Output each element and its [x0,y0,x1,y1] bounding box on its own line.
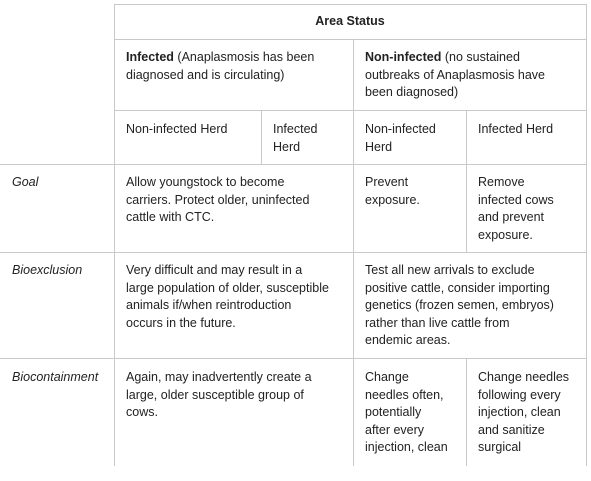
noninfected-column-heading [353,49,586,102]
cell-line: cattle with CTC. [126,210,215,224]
noninfected-heading-line2: outbreaks of Anaplasmosis have [365,67,545,82]
subheader-text: Herd [273,139,301,154]
biocontainment-noninfected-infected-cell [466,369,586,457]
cell-line: Test all new arrivals to exclude [365,263,535,277]
subheader-noninfected-infected-herd [466,121,586,139]
infected-heading-bold: Infected [126,50,174,64]
bioexclusion-noninfected-cell [353,262,586,350]
cell-line: following every [478,387,561,402]
noninfected-heading-text: (no sustained [441,50,520,64]
biocontainment-noninfected-noninfected-cell [353,369,466,457]
infected-heading-line2: diagnosed and is circulating) [126,67,285,82]
cell-line: Again, may inadvertently create a [126,370,312,384]
biocontainment-infected-cell [114,369,353,422]
cell-line: Prevent [365,175,409,189]
subheader-noninfected-noninfected-herd [353,121,466,156]
subheader-text: Non-infected Herd [126,122,228,136]
cell-line: carriers. Protect older, uninfected [126,192,310,207]
cell-line: injection, clean [478,405,561,419]
header-divider-2 [114,110,586,111]
subheader-text: Herd [365,139,393,154]
goal-noninfected-noninfected-cell [353,174,466,209]
cell-line: Change needles [478,370,570,384]
cell-line: exposure. [478,227,533,242]
infected-column-heading [114,49,353,84]
table-top-border [114,4,586,5]
noninfected-heading-line3: been diagnosed) [365,85,459,99]
noninfected-heading-bold: Non-infected [365,50,442,64]
row-label-bioexclusion: Bioexclusion [12,263,83,277]
cell-line: and prevent [478,210,545,224]
subheader-infected-infected-herd [261,121,353,156]
cell-line: Change [365,370,409,384]
cell-line: needles often, [365,387,444,402]
cell-line: animals if/when reintroduction [126,298,292,312]
cell-line: infected cows [478,192,554,207]
area-status-heading: Area Status [315,14,385,28]
row-divider-biocontainment [0,358,586,359]
row-divider-goal [0,164,586,165]
cell-line: endemic areas. [365,333,451,347]
cell-line: large population of older, susceptible [126,280,329,295]
subheader-text: Non-infected [365,122,436,136]
cell-line: Allow youngstock to become [126,175,285,189]
cell-line: occurs in the future. [126,315,236,330]
subheader-text: Infected Herd [478,122,554,136]
cell-line: cows. [126,405,158,419]
goal-infected-cell [114,174,353,227]
cell-line: and sanitize [478,422,545,437]
goal-noninfected-infected-cell [466,174,586,244]
table-right-border [586,4,587,466]
cell-line: potentially [365,405,422,419]
cell-line: rather than live cattle from [365,315,510,330]
cell-line: exposure. [365,192,420,207]
cell-line: injection, clean [365,440,448,454]
cell-line: Very difficult and may result in a [126,263,303,277]
header-divider-1 [114,39,586,40]
cell-line: after every [365,422,425,437]
cell-line: surgical [478,440,522,454]
row-label-biocontainment: Biocontainment [12,370,99,384]
cell-line: genetics (frozen semen, embryos) [365,298,554,312]
row-label-goal: Goal [12,175,39,189]
infected-heading-text: (Anaplasmosis has been [173,50,315,64]
row-divider-bioexclusion [0,252,586,253]
bioexclusion-infected-cell [114,262,353,332]
subheader-text: Infected [273,122,318,136]
cell-line: Remove [478,175,525,189]
cell-line: large, older susceptible group of [126,387,304,402]
cell-line: positive cattle, consider importing [365,280,550,295]
subheader-infected-noninfected-herd [114,121,261,139]
